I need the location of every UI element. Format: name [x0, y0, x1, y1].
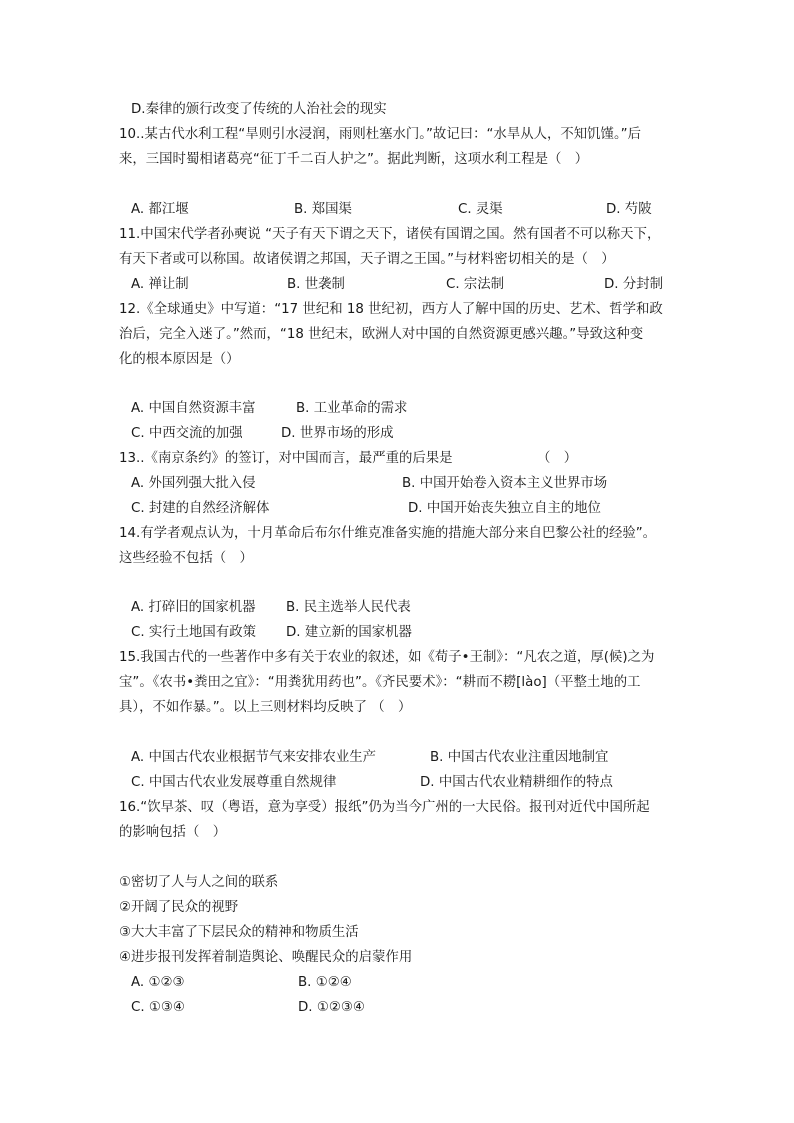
q16-option-d: D. ①②③④ [298, 1000, 365, 1015]
q11-option-d: D. 分封制 [604, 277, 663, 292]
q10-option-b: B. 郑国渠 [294, 202, 352, 217]
q11-option-c: C. 宗法制 [446, 277, 505, 292]
q11-stem-line-1: 11.中国宋代学者孙奭说 “天子有天下谓之天下，诸侯有国谓之国。然有国者不可以称天下， [119, 227, 661, 242]
q13-option-a: A. 外国列强大批入侵 [131, 476, 256, 491]
q12-stem-line-2: 治后，完全入迷了。”然而，“18 世纪末，欧洲人对中国的自然资源更感兴趣。”导致这种变 [119, 327, 644, 342]
q10-option-c: C. 灵渠 [458, 202, 503, 217]
q15-option-c: C. 中国古代农业发展尊重自然规律 [131, 775, 337, 790]
q10-stem-line-1: 10..某古代水利工程“旱则引水浸润，雨则杜塞水门。”故记曰：“水旱从人，不知饥馑。”后 [119, 127, 641, 142]
q16-stem-line-2: 的影响包括（ ） [119, 825, 227, 840]
q10-option-d: D. 芍陂 [606, 202, 652, 217]
q15-option-d: D. 中国古代农业精耕细作的特点 [420, 775, 613, 790]
q12-option-c: C. 中西交流的加强 [131, 426, 243, 441]
q16-item-2: ②开阔了民众的视野 [119, 900, 239, 915]
q13-answer-paren: （ ） [537, 451, 578, 466]
q14-stem-line-2: 这些经验不包括（ ） [119, 551, 253, 566]
q12-option-d: D. 世界市场的形成 [281, 426, 394, 441]
q16-item-3: ③大大丰富了下层民众的精神和物质生活 [119, 925, 359, 940]
q15-stem-line-2: 宝”。《农书•粪田之宜》：“用粪犹用药也”。《齐民要术》：“耕而不耮[lào]（平整土地的工 [119, 675, 641, 690]
q10-stem-line-2: 来，三国时蜀相诸葛亮“征丁千二百人护之”。据此判断，这项水利工程是（ ） [119, 152, 589, 167]
q15-option-a: A. 中国古代农业根据节气来安排农业生产 [131, 750, 377, 765]
q11-option-b: B. 世袭制 [287, 277, 345, 292]
q9-option-d: D.秦律的颁行改变了传统的人治社会的现实 [131, 102, 387, 117]
q15-stem-line-3: 具），不如作暴。”。以上三则材料均反映了 （ ） [119, 700, 412, 715]
q14-option-d: D. 建立新的国家机器 [286, 625, 412, 640]
q13-option-c: C. 封建的自然经济解体 [131, 501, 270, 516]
q12-option-b: B. 工业革命的需求 [296, 401, 408, 416]
q16-option-a: A. ①②③ [131, 975, 185, 990]
q14-option-c: C. 实行土地国有政策 [131, 625, 256, 640]
q10-option-a: A. 都江堰 [131, 202, 189, 217]
q14-option-a: A. 打碎旧的国家机器 [131, 600, 256, 615]
q16-item-4: ④进步报刊发挥着制造舆论、唤醒民众的启蒙作用 [119, 950, 413, 965]
q16-stem-line-1: 16.“饮早茶、叹（粤语，意为享受）报纸”仍为当今广州的一大民俗。报刊对近代中国所起 [119, 800, 650, 815]
q13-option-b: B. 中国开始卷入资本主义世界市场 [402, 476, 608, 491]
q12-stem-line-1: 12.《全球通史》中写道：“17 世纪和 18 世纪初，西方人了解中国的历史、艺术、哲学和政 [119, 302, 663, 317]
q12-stem-line-3: 化的根本原因是（） [119, 352, 240, 367]
q12-option-a: A. 中国自然资源丰富 [131, 401, 256, 416]
q11-option-a: A. 禅让制 [131, 277, 189, 292]
q14-option-b: B. 民主选举人民代表 [286, 600, 411, 615]
q13-option-d: D. 中国开始丧失独立自主的地位 [408, 501, 601, 516]
q15-option-b: B. 中国古代农业注重因地制宜 [430, 750, 609, 765]
q11-stem-line-2: 有天下者或可以称国。故诸侯谓之邦国，天子谓之王国。”与材料密切相关的是（ ） [119, 252, 615, 267]
q15-stem-line-1: 15.我国古代的一些著作中多有关于农业的叙述，如《荀子•王制》：“凡农之道，厚(候)之为 [119, 650, 655, 665]
q16-option-c: C. ①③④ [131, 1000, 185, 1015]
q13-stem-line-1: 13..《南京条约》的签订，对中国而言，最严重的后果是 [119, 451, 453, 466]
q14-stem-line-1: 14.有学者观点认为，十月革命后布尔什维克准备实施的措施大部分来自巴黎公社的经验”。 [119, 526, 657, 541]
q16-option-b: B. ①②④ [298, 975, 352, 990]
q16-item-1: ①密切了人与人之间的联系 [119, 875, 279, 890]
